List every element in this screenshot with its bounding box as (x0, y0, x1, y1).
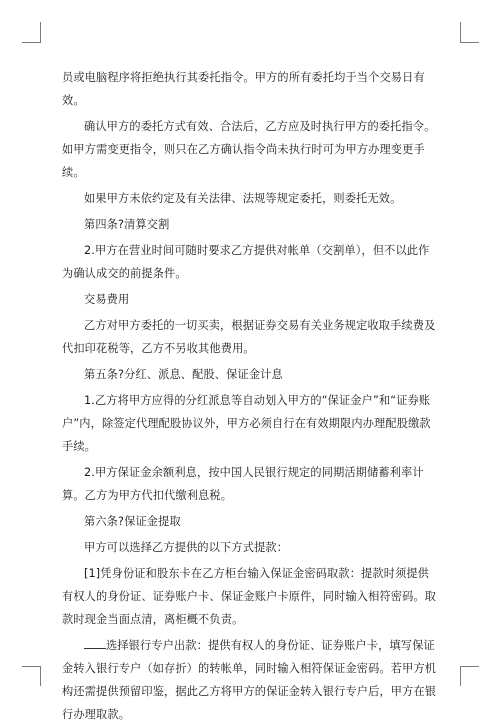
paragraph: 确认甲方的委托方式有效、合法后，乙方应及时执行甲方的委托指令。如甲方需变更指令，则只在乙方确认指令尚未执行时可为甲方办理变更手续。 (62, 120, 436, 179)
blank-underline (84, 638, 106, 649)
crop-mark-bottom-right-h (460, 666, 479, 667)
section-heading: 第五条?分红、派息、配股、保证金计息 (84, 368, 283, 381)
paragraph: 员或电脑程序将拒绝执行其委托指令。甲方的所有委托均于当个交易日有效。 (62, 71, 425, 107)
crop-mark-bottom-right-v (460, 666, 461, 686)
paragraph: 甲方可以选择乙方提供的以下方式提款： (84, 541, 289, 554)
document-body (62, 66, 440, 726)
paragraph: [1]凭身份证和股东卡在乙方柜台输入保证金密码取款：提款时须提供有权人的身份证、证券账户卡、保证金账户卡原件，同时输入相符密码。取款时现金当面点清，离柜概不负责。 (62, 567, 437, 626)
paragraph: 如果甲方未依约定及有关法律、法规等规定委托，则委托无效。 (84, 192, 402, 205)
crop-mark-top-right-v (460, 22, 461, 42)
section-heading: 第四条?清算交割 (84, 218, 170, 231)
crop-mark-top-left-h (22, 42, 41, 43)
crop-mark-top-left-v (40, 22, 41, 42)
crop-mark-bottom-left-h (22, 666, 41, 667)
paragraph: 乙方对甲方委托的一切买卖，根据证券交易有关业务规定收取手续费及代扣印花税等，乙方不另收其他费用。 (62, 319, 436, 355)
paragraph: 1.乙方将甲方应得的分红派息等自动划入甲方的“保证金户”和“证券账户”内，除签定代理配股协议外，甲方必须自行在有效期限内办理配股缴款手续。 (62, 394, 431, 453)
section-heading: 第六条?保证金提取 (84, 515, 181, 528)
sub-heading: 交易费用 (84, 293, 130, 306)
paragraph-with-blank (62, 634, 440, 726)
paragraph-text: 选择银行专户出款：提供有权人的身份证、证券账户卡，填写保证金转入银行专户（如存折）的转帐单，同时输入相符保证金密码。若甲方机构还需提供预留印鉴，据此乙方将甲方的保证金转入银行专户后，甲方在银行办理取款。 (62, 639, 437, 721)
paragraph: 2.甲方保证金余额利息，按中国人民银行规定的同期活期储蓄利率计算。乙方为甲方代扣代缴利息税。 (62, 466, 424, 502)
crop-mark-top-right-h (460, 42, 479, 43)
crop-mark-bottom-left-v (40, 666, 41, 686)
paragraph: 2.甲方在营业时间可随时要求乙方提供对帐单（交割单），但不以此作为确认成交的前提条件。 (62, 244, 430, 280)
